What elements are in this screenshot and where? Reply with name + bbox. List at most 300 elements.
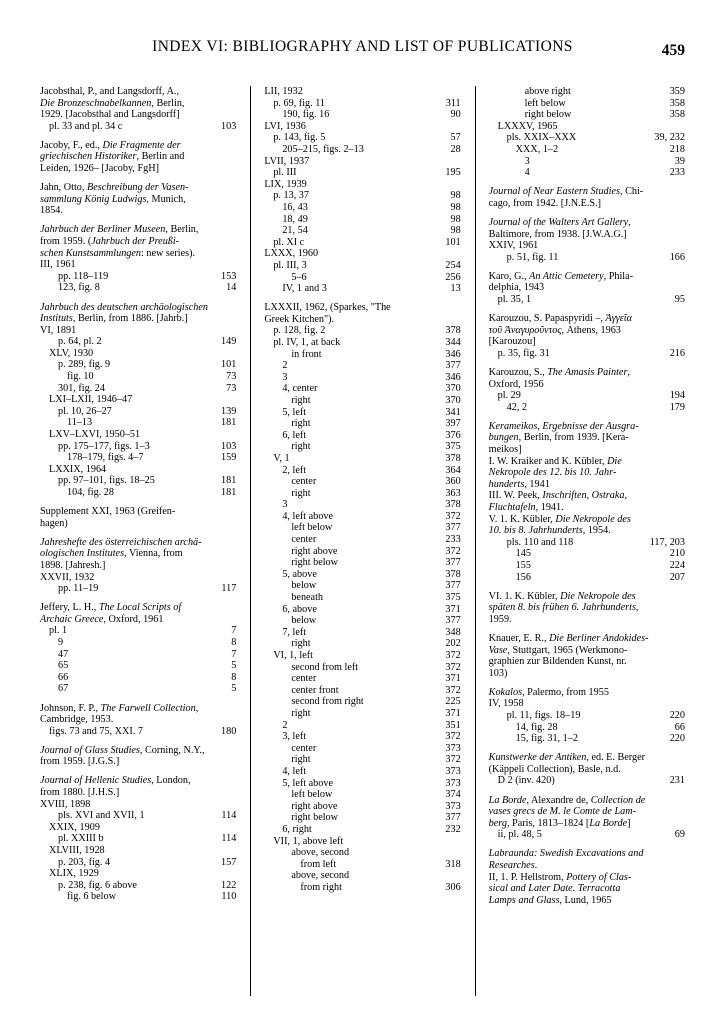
reference-page: 358 <box>669 97 685 109</box>
reference-label: 47 <box>58 648 69 660</box>
reference-page: 372 <box>445 661 461 673</box>
entry-line: [Karouzou] <box>488 336 536 348</box>
reference-label: VII, 1, above left <box>273 835 344 847</box>
index-reference-row <box>40 441 236 453</box>
entry-line: Knauer, E. R., Die Berliner Andokides- <box>488 632 649 644</box>
entry-line: VI, 1891 <box>40 324 77 336</box>
index-reference-row <box>489 775 685 787</box>
reference-label: 6, right <box>282 823 312 835</box>
reference-label: 5, left above <box>282 777 333 789</box>
reference-label: 190, fig. 16 <box>282 109 330 121</box>
entry-line: from 1959. [J.G.S.] <box>40 756 120 768</box>
index-reference-row <box>40 487 236 499</box>
reference-page: 95 <box>674 294 685 305</box>
reference-page: 5 <box>231 683 237 695</box>
reference-page: 216 <box>669 347 685 359</box>
reference-label: 16, 43 <box>282 201 308 213</box>
index-entry <box>489 591 685 626</box>
reference-label: LXXXV, 1965 <box>497 120 558 132</box>
reference-label: 4, center <box>282 383 318 395</box>
reference-page: 220 <box>669 710 685 721</box>
reference-label: LVII, 1937 <box>264 155 310 167</box>
reference-page: 101 <box>445 236 461 248</box>
reference-label: LXXIX, 1964 <box>49 463 107 475</box>
entry-line: Journal of the Walters Art Gallery, <box>488 216 631 228</box>
index-reference-row <box>264 812 460 824</box>
index-reference-row <box>264 650 460 662</box>
reference-page: 122 <box>221 879 237 891</box>
reference-page: 57 <box>450 132 461 144</box>
index-reference-row <box>264 167 460 179</box>
index-reference-row <box>40 417 236 429</box>
index-reference-row <box>264 557 460 569</box>
reference-page: 378 <box>445 325 461 337</box>
reference-page: 8 <box>231 671 237 683</box>
index-reference-row <box>264 225 460 237</box>
index-reference-row <box>264 237 460 249</box>
index-reference-row <box>264 109 460 121</box>
reference-label: LXV–LXVI, 1950–51 <box>49 429 141 441</box>
index-reference-row <box>264 778 460 790</box>
entry-line: 1898. [Jahresh.] <box>40 559 106 571</box>
reference-page: 372 <box>445 510 461 522</box>
reference-label: pl. 35, 1 <box>497 294 532 305</box>
index-reference-row <box>40 282 236 294</box>
index-reference-row <box>40 121 236 133</box>
index-reference-row <box>264 144 460 156</box>
reference-page: 225 <box>445 696 461 708</box>
index-reference-row <box>264 546 460 558</box>
index-reference-row <box>40 625 236 637</box>
entry-line: 1959. <box>488 613 512 625</box>
reference-page: 90 <box>450 109 461 121</box>
reference-label: p. 64, pl. 2 <box>58 336 102 348</box>
index-reference-row <box>489 156 685 168</box>
reference-label: pl. XXIII b <box>58 833 104 845</box>
reference-page: 358 <box>669 109 685 121</box>
reference-page: 341 <box>445 406 461 418</box>
index-entry <box>40 537 236 595</box>
reference-label: XLVIII, 1928 <box>49 845 105 857</box>
entry-line: Instituts, Berlin, from 1886. [Jahrb.] <box>40 313 188 325</box>
entry-line: Karo, G., An Attic Cemetery, Phila- <box>488 270 634 282</box>
reference-page: 344 <box>445 336 461 348</box>
reference-page: 180 <box>221 725 237 737</box>
reference-page: 39 <box>674 155 685 167</box>
entry-line: griechischen Historiker, Berlin and <box>40 151 185 163</box>
reference-page: 360 <box>445 476 461 488</box>
index-reference-row <box>264 789 460 801</box>
entry-line: 10. bis 8. Jahrhunderts, 1954. <box>488 525 611 537</box>
index-columns <box>40 86 685 996</box>
reference-label: pl. XI c <box>273 236 305 248</box>
reference-label: right <box>291 418 311 430</box>
index-reference-row <box>264 214 460 226</box>
reference-label: figs. 73 and 75, XXI. 7 <box>49 725 143 737</box>
index-entry <box>40 182 236 217</box>
reference-page: 377 <box>445 812 461 824</box>
entry-line: Jeffery, L. H., The Local Scripts of <box>40 602 182 614</box>
index-entry <box>40 506 236 529</box>
index-reference-row <box>264 522 460 534</box>
index-reference-row <box>40 271 236 283</box>
entry-line: Karouzou, S., The Amasis Painter, <box>488 366 630 378</box>
reference-page: 103 <box>221 120 237 132</box>
index-reference-row <box>40 383 236 395</box>
entry-line: IV, 1958 <box>488 698 524 710</box>
index-reference-row <box>40 336 236 348</box>
reference-label: right <box>291 394 311 406</box>
index-reference-row <box>489 121 685 133</box>
reference-page: 397 <box>445 418 461 430</box>
index-reference-row <box>489 572 685 584</box>
entry-line: τοῦ Ἀναγυροῦντος, Athens, 1963 <box>488 324 621 336</box>
reference-label: center <box>291 476 317 488</box>
reference-page: 73 <box>226 371 237 383</box>
reference-label: 5–6 <box>291 271 307 283</box>
reference-label: pl. 29 <box>497 390 521 402</box>
reference-page: 98 <box>450 201 461 213</box>
reference-label: pp. 11–19 <box>58 583 99 595</box>
index-reference-row <box>489 390 685 402</box>
entry-line: delphia, 1943 <box>488 282 545 294</box>
reference-label: 3, left <box>282 731 307 743</box>
index-reference-row <box>40 475 236 487</box>
reference-label: right below <box>291 812 339 824</box>
index-entry <box>40 86 236 132</box>
reference-page: 376 <box>445 429 461 441</box>
reference-label: 18, 49 <box>282 213 308 225</box>
entry-line: Journal of Near Eastern Studies, Chi- <box>488 186 644 198</box>
reference-page: 157 <box>221 856 237 868</box>
index-reference-row <box>264 441 460 453</box>
reference-label: 104, fig. 28 <box>67 487 114 498</box>
reference-page: 371 <box>445 673 461 685</box>
reference-label: pl. 11, figs. 18–19 <box>506 710 581 721</box>
index-reference-row <box>40 822 236 834</box>
entry-line: Fluchtafeln, 1941. <box>488 502 564 513</box>
reference-label: from right <box>300 881 342 893</box>
reference-page: 377 <box>445 360 461 372</box>
reference-page: 218 <box>669 143 685 155</box>
reference-label: left below <box>524 97 566 109</box>
entry-line: Jahrbuch der Berliner Museen, Berlin, <box>40 224 199 236</box>
reference-page: 363 <box>445 487 461 499</box>
index-reference-row <box>264 685 460 697</box>
reference-label: 21, 54 <box>282 225 308 237</box>
index-reference-row <box>264 673 460 685</box>
reference-page: 7 <box>231 625 237 637</box>
reference-label: XXIX, 1909 <box>49 821 100 833</box>
reference-page: 373 <box>445 777 461 789</box>
reference-label: ii, pl. 48, 5 <box>497 829 542 841</box>
reference-page: 254 <box>445 259 461 271</box>
index-reference-row <box>264 754 460 766</box>
index-reference-row <box>264 179 460 191</box>
reference-label: pls. XVI and XVII, 1 <box>58 810 145 822</box>
reference-label: 4, left <box>282 765 307 777</box>
reference-label: p. 13, 37 <box>273 190 309 202</box>
reference-label: XLV, 1930 <box>49 347 94 359</box>
reference-page: 8 <box>231 637 237 649</box>
index-reference-row <box>40 359 236 371</box>
reference-label: right below <box>291 557 339 569</box>
index-reference-row <box>264 488 460 500</box>
reference-label: 67 <box>58 683 69 695</box>
entry-line: 103) <box>488 667 508 679</box>
index-entry <box>264 302 460 893</box>
entry-line: Vase, Stuttgart, 1965 (Werkmono- <box>488 644 628 656</box>
entry-line: Greek Kitchen"). <box>264 313 335 325</box>
reference-label: 14, fig. 28 <box>515 721 558 733</box>
index-reference-row <box>40 810 236 822</box>
index-entry <box>489 795 685 841</box>
index-reference-row <box>264 337 460 349</box>
entry-line: Jahn, Otto, Beschreibung der Vasen- <box>40 182 189 194</box>
index-entry <box>489 86 685 179</box>
reference-page: 373 <box>445 800 461 812</box>
reference-label: above, second <box>291 870 350 882</box>
reference-page: 318 <box>445 858 461 870</box>
reference-page: 231 <box>669 775 685 787</box>
reference-page: 194 <box>669 390 685 402</box>
reference-page: 375 <box>445 592 461 604</box>
reference-label: above right <box>524 86 571 97</box>
index-reference-row <box>40 394 236 406</box>
index-entry <box>40 703 236 738</box>
entry-line: vases grecs de M. le Comte de Lam- <box>488 806 636 818</box>
index-reference-row <box>40 880 236 892</box>
reference-page: 233 <box>669 167 685 179</box>
index-reference-row <box>40 348 236 360</box>
reference-page: 377 <box>445 522 461 534</box>
index-entry <box>40 140 236 175</box>
index-reference-row <box>264 499 460 511</box>
reference-label: 66 <box>58 671 69 683</box>
reference-label: 155 <box>515 559 531 571</box>
reference-label: p. 35, fig. 31 <box>497 347 550 359</box>
index-reference-row <box>489 560 685 572</box>
reference-page: 139 <box>221 405 237 417</box>
reference-label: 11–13 <box>67 417 93 429</box>
reference-page: 66 <box>674 721 685 733</box>
index-reference-row <box>264 190 460 202</box>
index-entry <box>489 367 685 413</box>
reference-label: pl. 33 and pl. 34 c <box>49 120 123 132</box>
reference-label: 3 <box>282 499 288 511</box>
reference-label: IV, 1 and 3 <box>282 283 327 295</box>
index-reference-row <box>264 731 460 743</box>
reference-page: 370 <box>445 394 461 406</box>
reference-page: 73 <box>226 382 237 394</box>
reference-label: 6, left <box>282 429 307 441</box>
entry-line: Baltimore, from 1938. [J.W.A.G.] <box>488 228 627 240</box>
entry-line: hunderts, 1941 <box>488 478 550 490</box>
reference-label: LVI, 1936 <box>264 120 306 132</box>
index-reference-row <box>40 583 236 595</box>
reference-label: right above <box>291 545 338 557</box>
index-reference-row <box>40 683 236 695</box>
entry-line: Jacoby, F., ed., Die Fragmente der <box>40 139 181 151</box>
reference-page: 13 <box>450 283 461 295</box>
entry-line: Jacobsthal, P., and Langsdorff, A., <box>40 86 180 97</box>
reference-label: from left <box>300 858 337 870</box>
index-reference-row <box>264 418 460 430</box>
column-1 <box>40 86 236 996</box>
reference-label: pp. 118–119 <box>58 270 109 282</box>
reference-page: 181 <box>221 487 237 498</box>
index-reference-row <box>40 660 236 672</box>
entry-line: from 1880. [J.H.S.] <box>40 787 120 799</box>
reference-label: pl. 10, 26–27 <box>58 405 112 417</box>
reference-page: 14 <box>226 282 237 294</box>
reference-label: right <box>291 638 311 650</box>
reference-label: p. 69, fig. 11 <box>273 97 326 109</box>
index-entry <box>489 313 685 359</box>
reference-page: 202 <box>445 638 461 650</box>
index-reference-row <box>489 710 685 722</box>
index-reference-row <box>264 824 460 836</box>
index-reference-row <box>40 649 236 661</box>
reference-page: 373 <box>445 742 461 754</box>
index-reference-row <box>264 836 460 848</box>
reference-label: pp. 97–101, figs. 18–25 <box>58 475 155 487</box>
reference-label: fig. 10 <box>67 371 94 383</box>
reference-page: 110 <box>221 891 237 903</box>
reference-page: 153 <box>221 270 237 282</box>
index-entry <box>40 745 236 768</box>
page-number: 459 <box>661 42 685 59</box>
entry-line: III, 1961 <box>40 259 76 271</box>
reference-label: 2, left <box>282 464 307 476</box>
entry-line: Kerameikos, Ergebnisse der Ausgra- <box>488 420 639 432</box>
reference-page: 232 <box>445 823 461 835</box>
reference-label: 3 <box>524 155 530 167</box>
index-reference-row <box>264 720 460 732</box>
reference-label: VI, 1, left <box>273 650 313 661</box>
entry-line: Leiden, 1926– [Jacoby, FgH] <box>40 163 160 175</box>
entry-line: XXIV, 1961 <box>488 240 539 252</box>
entry-line: Supplement XXI, 1963 (Greifen- <box>40 506 176 518</box>
index-reference-row <box>264 132 460 144</box>
index-reference-row <box>264 662 460 674</box>
column-3 <box>475 86 685 996</box>
reference-page: 233 <box>445 534 461 546</box>
reference-label: 2 <box>282 360 288 372</box>
reference-label: above, second <box>291 847 350 859</box>
index-reference-row <box>489 537 685 549</box>
index-reference-row <box>264 476 460 488</box>
reference-page: 181 <box>221 417 237 429</box>
index-reference-row <box>264 383 460 395</box>
reference-label: center front <box>291 684 339 696</box>
index-entry <box>489 848 685 906</box>
entry-line: from 1959. (Jahrbuch der Preußi- <box>40 236 180 248</box>
reference-label: pl. III, 3 <box>273 259 307 271</box>
reference-page: 224 <box>669 559 685 571</box>
reference-label: 123, fig. 8 <box>58 282 100 294</box>
reference-label: 42, 2 <box>506 401 528 413</box>
reference-page: 166 <box>669 251 685 263</box>
index-reference-row <box>264 882 460 894</box>
index-reference-row <box>489 548 685 560</box>
index-reference-row <box>264 260 460 272</box>
index-reference-row <box>264 395 460 407</box>
reference-label: pls. XXIX–XXX <box>506 132 577 144</box>
entry-line: II, 1. P. Hellstrom, Pottery of Clas- <box>488 871 632 883</box>
reference-page: 256 <box>445 271 461 283</box>
entry-line: Karouzou, S. Papaspyridi –, Ἀγγεῖα <box>488 313 632 325</box>
index-reference-row <box>264 453 460 465</box>
index-entry <box>40 775 236 903</box>
reference-page: 311 <box>445 97 461 109</box>
index-reference-row <box>264 870 460 882</box>
reference-label: p. 51, fig. 11 <box>506 251 559 263</box>
reference-page: 5 <box>231 660 237 672</box>
reference-label: p. 143, fig. 5 <box>273 132 326 144</box>
index-entry <box>489 271 685 306</box>
reference-page: 39, 232 <box>654 132 685 144</box>
reference-page: 28 <box>450 143 461 155</box>
index-reference-row <box>264 349 460 361</box>
entry-line: Journal of Hellenic Studies, London, <box>40 775 191 787</box>
index-reference-row <box>489 86 685 98</box>
reference-label: 6, above <box>282 603 317 615</box>
index-reference-row <box>264 156 460 168</box>
index-reference-row <box>489 98 685 110</box>
reference-page: 378 <box>445 568 461 580</box>
entry-line: I. W. Kraiker and K. Kübler, Die <box>488 455 622 467</box>
reference-page: 378 <box>445 452 461 464</box>
reference-page: 98 <box>450 213 461 225</box>
reference-label: pl. IV, 1, at back <box>273 336 341 348</box>
index-reference-row <box>489 733 685 745</box>
index-reference-row <box>40 371 236 383</box>
index-reference-row <box>264 430 460 442</box>
reference-label: left below <box>291 789 333 801</box>
reference-page: 372 <box>445 545 461 557</box>
reference-page: 377 <box>445 615 461 627</box>
index-reference-row <box>40 857 236 869</box>
reference-label: LXI–LXII, 1946–47 <box>49 394 133 406</box>
reference-page: 351 <box>445 719 461 731</box>
index-reference-row <box>264 283 460 295</box>
index-reference-row <box>264 202 460 214</box>
index-reference-row <box>40 637 236 649</box>
entry-line: graphien zur Bildenden Kunst, nr. <box>488 656 627 668</box>
reference-label: V, 1 <box>273 452 290 464</box>
reference-label: p. 238, fig. 6 above <box>58 879 137 891</box>
reference-page: 371 <box>445 603 461 615</box>
entry-line: bungen, Berlin, from 1939. [Kera- <box>488 432 629 444</box>
reference-label: 4, left above <box>282 510 333 522</box>
index-reference-row <box>264 801 460 813</box>
entry-line: cago, from 1942. [J.N.E.S.] <box>488 197 601 209</box>
reference-page: 103 <box>221 440 237 452</box>
reference-label: second from left <box>291 661 359 673</box>
index-reference-row <box>264 372 460 384</box>
reference-page: 195 <box>445 167 461 179</box>
reference-page: 372 <box>445 650 461 661</box>
reference-label: 65 <box>58 660 69 672</box>
reference-label: D 2 (inv. 420) <box>497 775 555 787</box>
reference-page: 179 <box>669 401 685 413</box>
reference-label: LIX, 1939 <box>264 178 307 190</box>
index-reference-row <box>40 891 236 903</box>
index-reference-row <box>40 845 236 857</box>
reference-page: 377 <box>445 580 461 592</box>
index-reference-row <box>264 627 460 639</box>
